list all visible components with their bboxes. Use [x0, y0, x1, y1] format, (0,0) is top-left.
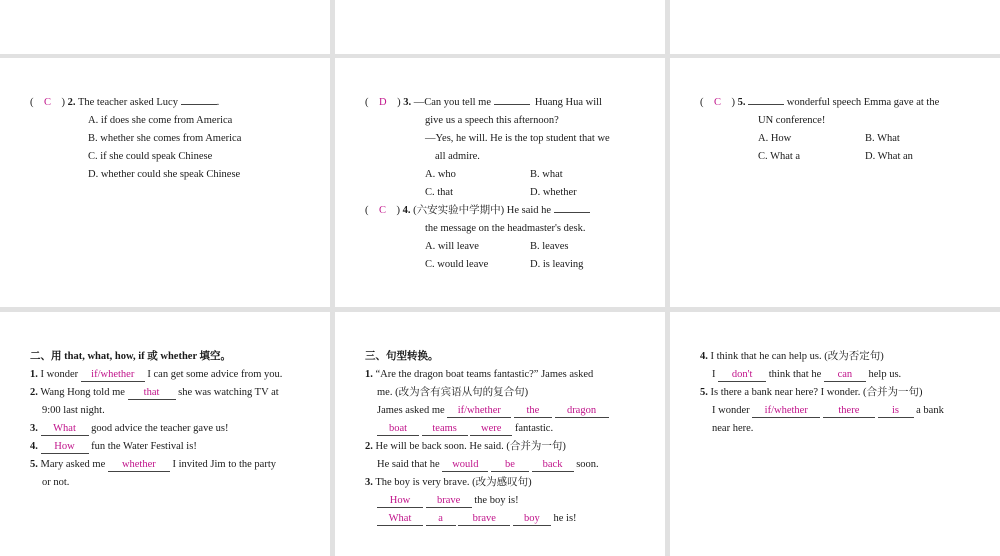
answer-blank: don't — [718, 369, 766, 382]
question-5-stem: ( C ) 5. wonderful speech Emma gave at the — [700, 94, 939, 112]
blank — [494, 94, 530, 105]
section-2-title: 二、用 that, what, how, if 或 whether 填空。 — [30, 351, 232, 362]
option: A. will leave — [425, 241, 479, 252]
answer-blank: boat — [377, 423, 419, 436]
fill-item-2: 2. Wang Hong told me that she was watching TV at — [30, 387, 279, 398]
answer-blank: brave — [458, 513, 510, 526]
panel-top-right — [670, 0, 1000, 54]
option: B. whether she comes from America — [88, 133, 242, 144]
panel-section-3: 三、句型转换。 1. “Are the dragon boat teams fantastic?” James asked me. (改为含有宾语从句的复合句) James asked me if/whether the dragon boat teams were fantastic. 2. He will be back soon. He said. (合并为一句) He said that he would be back soon. 3. The boy is very brave. (改为感叹句) How brave the boy is! What a brave boy he is! — [335, 312, 665, 556]
option: D. is leaving — [530, 259, 584, 270]
question-3-answer: D — [379, 97, 387, 108]
answer-blank: back — [532, 459, 574, 472]
answer-blank: What — [41, 423, 89, 436]
option: D. What an — [865, 151, 913, 162]
answer-blank: is — [878, 405, 914, 418]
answer-blank: What — [377, 513, 423, 526]
blank — [748, 94, 784, 105]
option: C. if she could speak Chinese — [88, 151, 213, 162]
panel-question-3-4: ( D ) 3. —Can you tell me Huang Hua will give us a speech this afternoon? —Yes, he will. He is the top student that we all admire. A. who B. what C. that D. whether ( C ) 4. (六安实验中学期中) He said he the message on the headmaster's desk. A. will leave B. leaves C. would leave D. is leaving — [335, 58, 665, 307]
blank — [181, 94, 217, 105]
option: A. who — [425, 169, 456, 180]
answer-blank: How — [41, 441, 89, 454]
question-2-answer: C — [44, 97, 52, 108]
answer-blank: if/whether — [752, 405, 820, 418]
answer-blank: that — [128, 387, 176, 400]
option: D. whether — [530, 187, 577, 198]
answer-blank: if/whether — [81, 369, 145, 382]
option: C. that — [425, 187, 453, 198]
question-3-stem: ( D ) 3. —Can you tell me Huang Hua will — [365, 94, 602, 112]
answer-blank: teams — [422, 423, 468, 436]
panel-question-5: ( C ) 5. wonderful speech Emma gave at the UN conference! A. How B. What C. What a D. What an — [670, 58, 1000, 307]
section-3-title: 三、句型转换。 — [365, 351, 439, 362]
option: B. what — [530, 169, 563, 180]
answer-blank: if/whether — [447, 405, 511, 418]
fill-item-3: 3. What good advice the teacher gave us! — [30, 423, 229, 434]
panel-top-middle — [335, 0, 665, 54]
question-4-answer: C — [379, 205, 387, 216]
question-5-answer: C — [714, 97, 722, 108]
answer-blank: can — [824, 369, 866, 382]
option: B. leaves — [530, 241, 569, 252]
answer-blank: boy — [513, 513, 551, 526]
option: C. would leave — [425, 259, 489, 270]
answer-blank: a — [426, 513, 456, 526]
answer-blank: were — [470, 423, 512, 436]
option: B. What — [865, 133, 900, 144]
option: A. How — [758, 133, 792, 144]
panel-top-left — [0, 0, 330, 54]
question-2-stem: ( C ) 2. The teacher asked Lucy . — [30, 94, 219, 112]
panel-section-2: 二、用 that, what, how, if 或 whether 填空。 1. I wonder if/whether I can get some advice from you. 2. Wang Hong told me that she was watching TV at 9:00 last night. 3. What good advice the teacher gave us! 4. How fun the Water Festival is! 5. Mary asked me whether I invited Jim to the party or not. — [0, 312, 330, 556]
fill-item-1: 1. I wonder if/whether I can get some advice from you. — [30, 369, 283, 380]
option: C. What a — [758, 151, 801, 162]
option: A. if does she come from America — [88, 115, 233, 126]
option: D. whether could she speak Chinese — [88, 169, 241, 180]
answer-blank: How — [377, 495, 423, 508]
answer-blank: would — [442, 459, 488, 472]
answer-blank: whether — [108, 459, 170, 472]
answer-blank: dragon — [555, 405, 609, 418]
fill-item-4: 4. How fun the Water Festival is! — [30, 441, 197, 452]
blank — [554, 202, 590, 213]
panel-section-3-continued: 4. I think that he can help us. (改为否定句) I don't think that he can help us. 5. Is there a bank near here? I wonder. (合并为一句) I wonder if/whether there is a bank near here. — [670, 312, 1000, 556]
answer-blank: there — [823, 405, 875, 418]
answer-blank: brave — [426, 495, 472, 508]
answer-blank: the — [514, 405, 552, 418]
answer-blank: be — [491, 459, 529, 472]
fill-item-5: 5. Mary asked me whether I invited Jim to the party — [30, 459, 277, 470]
panel-question-2 — [0, 58, 330, 307]
question-4-stem: ( C ) 4. (六安实验中学期中) He said he — [365, 202, 590, 220]
